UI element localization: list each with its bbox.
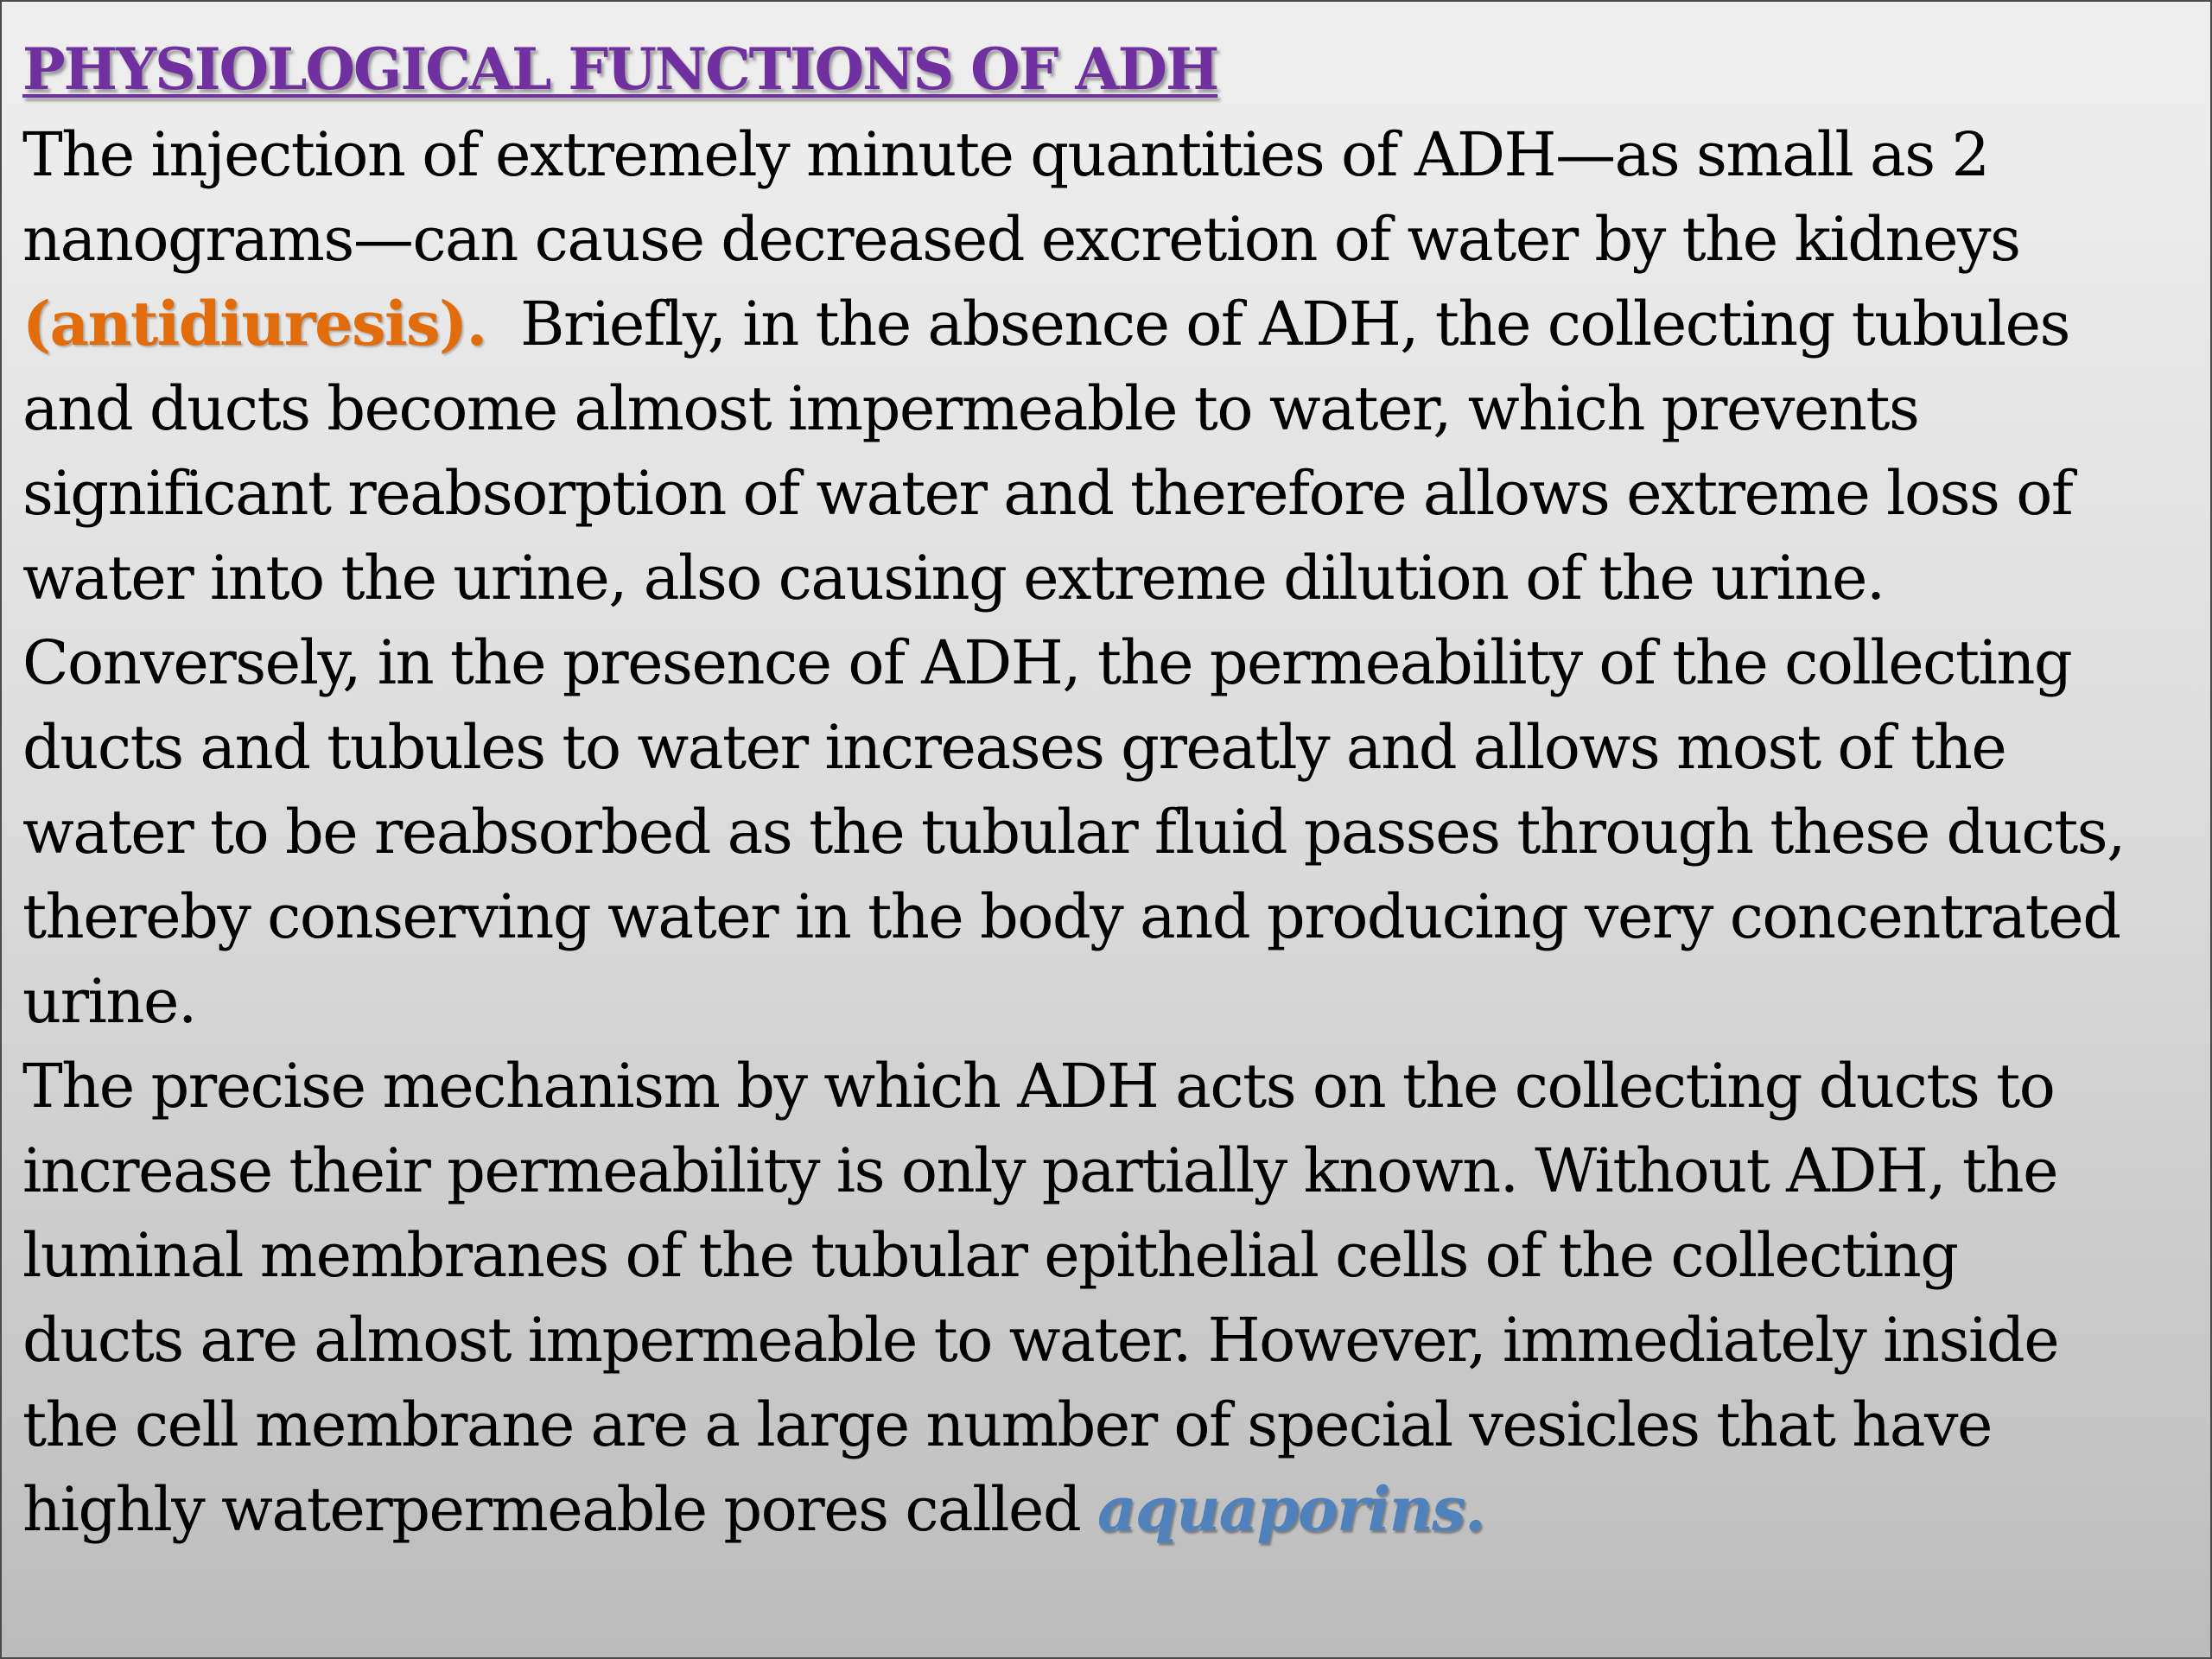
text-line: significant reabsorption of water and therefore allows extreme loss of — [22, 458, 2073, 529]
slide-title: PHYSIOLOGICAL FUNCTIONS OF ADH — [22, 35, 1218, 103]
paragraph-antidiuresis — [22, 112, 2183, 1044]
text-line: the cell membrane are a large number of special vesicles that have — [22, 1389, 1992, 1460]
text-line: urine. — [22, 966, 196, 1037]
text-fragment: highly waterpermeable pores called — [22, 1474, 1098, 1545]
text-line — [22, 1467, 2183, 1552]
text-line: The injection of extremely minute quantities of ADH—as small as 2 — [22, 119, 1989, 190]
text-line: luminal membranes of the tubular epithelial cells of the collecting — [22, 1220, 1958, 1291]
text-line: Conversely, in the presence of ADH, the permeability of the collecting — [22, 627, 2072, 698]
text-line: The precise mechanism by which ADH acts on the collecting ducts to — [22, 1051, 2055, 1122]
text-line: increase their permeability is only partially known. Without ADH, the — [22, 1135, 2057, 1206]
text-line: ducts and tubules to water increases greatly and allows most of the — [22, 712, 2006, 783]
text-line: and ducts become almost impermeable to water, which prevents — [22, 373, 1919, 444]
slide-content — [22, 26, 2183, 1552]
text-fragment: Briefly, in the absence of ADH, the collecting tubules — [486, 289, 2069, 359]
text-line: water to be reabsorbed as the tubular fluid passes through these ducts, — [22, 797, 2125, 868]
antidiuresis-emphasis: (antidiuresis). — [22, 288, 486, 359]
text-line: thereby conserving water in the body and producing very concentrated — [22, 881, 2120, 952]
aquaporins-emphasis: aquaporins. — [1097, 1473, 1484, 1545]
text-line: ducts are almost impermeable to water. However, immediately inside — [22, 1305, 2059, 1376]
text-line: nanograms—can cause decreased excretion of water by the kidneys — [22, 204, 2020, 275]
text-line — [22, 282, 2183, 366]
paragraph-mechanism — [22, 1044, 2183, 1552]
text-line: water into the urine, also causing extreme dilution of the urine. — [22, 543, 1885, 613]
